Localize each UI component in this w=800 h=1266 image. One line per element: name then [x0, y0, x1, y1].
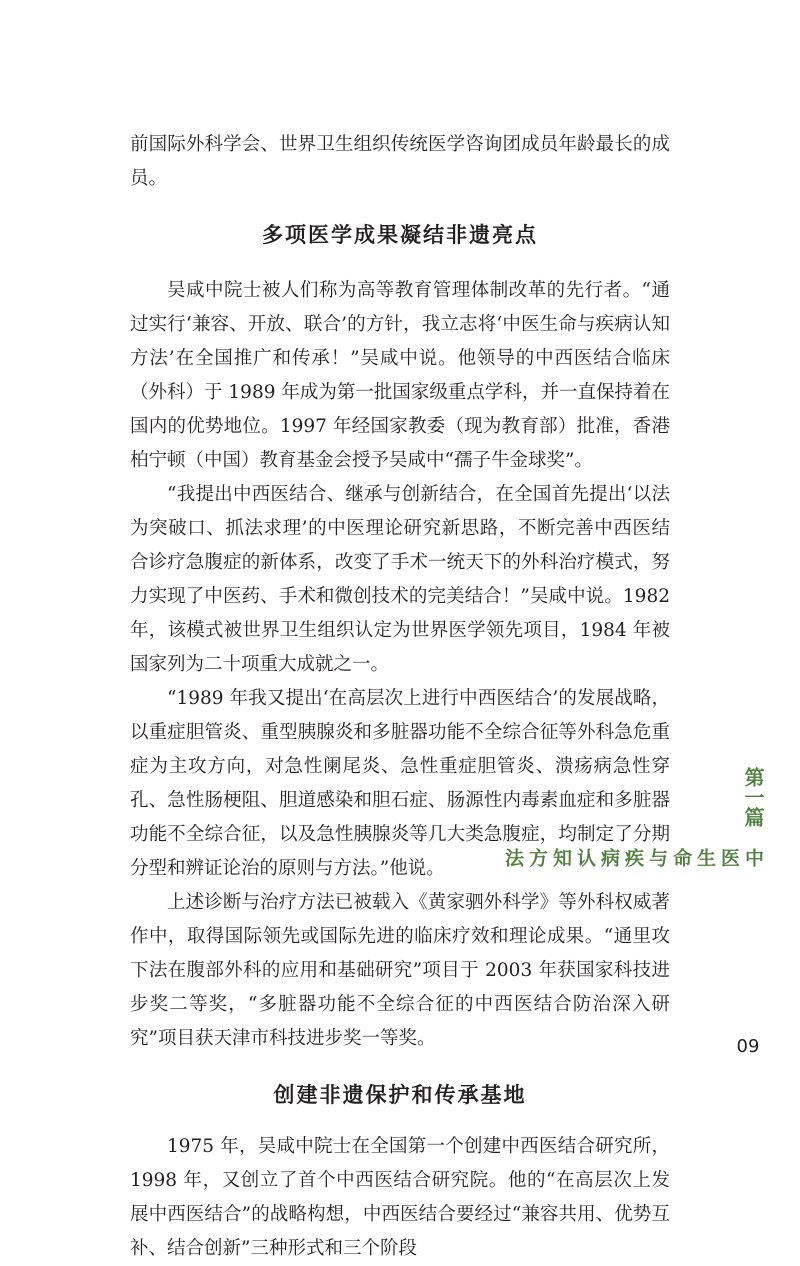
chapter-sidebar [502, 762, 765, 867]
section-heading-base: 创建非遗保护和传承基地 [273, 1082, 527, 1107]
page-number: 09 [736, 1036, 760, 1057]
paragraph-1: 吴咸中院士被人们称为高等教育管理体制改革的先行者。“通过实行‘兼容、开放、联合’的方针，我立志将‘中医生命与疾病认知方法’在全国推广和传承！”吴咸中说。他领导的中西医结合临床（外科）于 1989 年成为第一批国家级重点学科，并一直保持着在国内的优势地位。1997 年经国家教委（现为教育部）批准，香港柏宁顿（中国）教育基金会授予吴咸中“孺子牛金球奖”。 [130, 280, 670, 471]
paragraph-2: “我提出中西医结合、继承与创新结合，在全国首先提出‘以法为突破口、抓法求理’的中医理论研究新思路，不断完善中西医结合诊疗急腹症的新体系，改变了手术一统天下的外科治疗模式，努力实现了中医药、手术和微创技术的完美结合！”吴咸中说。1982 年，该模式被世界卫生组织认定为世界医学领先项目，1984 年被国家列为二十项重大成就之一。 [130, 484, 670, 675]
paragraph-5: 1975 年，吴咸中院士在全国第一个创建中西医结合研究所，1998 年，又创立了首个中西医结合研究院。他的“在高层次上发展中西医结合”的战略构想，中西医结合要经过“兼容共用、优势互补、结合创新”三种形式和三个阶段 [130, 1136, 670, 1259]
sidebar-chapter-label: 第一篇 [741, 767, 765, 827]
sidebar-chapter-title: 中医生命与疾病认知方法 [502, 848, 764, 867]
paragraph-3: “1989 年我又提出‘在高层次上进行中西医结合’的发展战略，以重症胆管炎、重型胰腺炎和多脏器功能不全综合征等外科急危重症为主攻方向，对急性阑尾炎、急性重症胆管炎、溃疡病急性穿孔、急性肠梗阻、胆道感染和胆石症、肠源性内毒素血症和多脏器功能不全综合征，以及急性胰腺炎等几大类急腹症，均制定了分期分型和辨证论治的原则与方法。”他说。 [130, 688, 670, 879]
paragraph-intro: 前国际外科学会、世界卫生组织传统医学咨询团成员年龄最长的成员。 [130, 134, 670, 189]
page-content [130, 128, 670, 1266]
section-heading-achievements: 多项医学成果凝结非遗亮点 [262, 222, 538, 247]
paragraph-4: 上述诊断与治疗方法已被载入《黄家驷外科学》等外科权威著作中，取得国际领先或国际先进的临床疗效和理论成果。“通里攻下法在腹部外科的应用和基础研究”项目于 2003 年获国家科技进步奖二等奖，“多脏器功能不全综合征的中西医结合防治深入研究”项目获天津市科技进步奖一等奖。 [130, 892, 670, 1049]
